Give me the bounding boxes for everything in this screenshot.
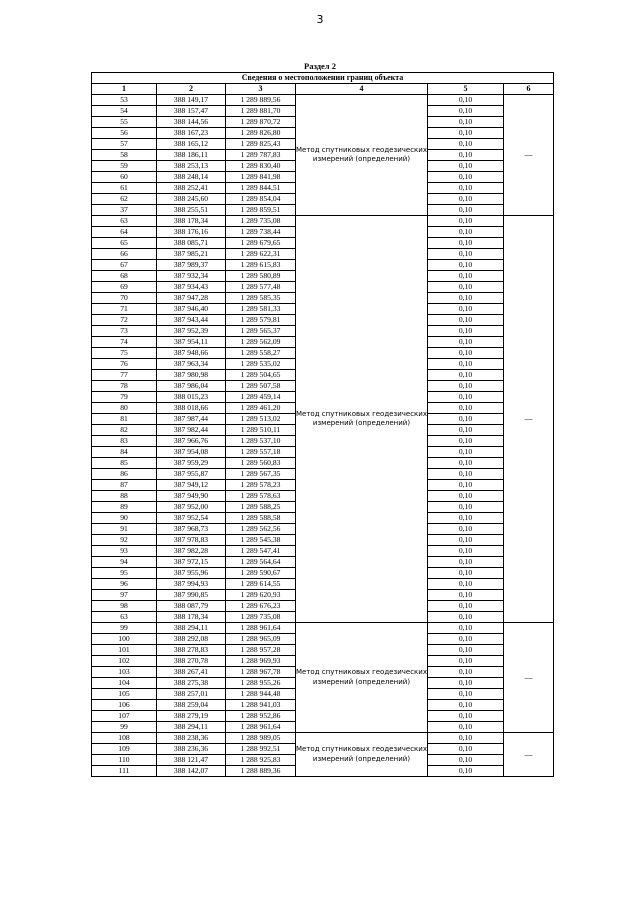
x-coordinate-cell: 388 186,11 <box>157 150 226 161</box>
x-coordinate-cell: 388 294,11 <box>157 722 226 733</box>
y-coordinate-cell: 1 289 564,64 <box>226 557 296 568</box>
y-coordinate-cell: 1 289 560,83 <box>226 458 296 469</box>
y-coordinate-cell: 1 289 622,31 <box>226 249 296 260</box>
accuracy-cell: 0,10 <box>428 359 504 370</box>
x-coordinate-cell: 387 985,21 <box>157 249 226 260</box>
accuracy-cell: 0,10 <box>428 392 504 403</box>
x-coordinate-cell: 388 087,79 <box>157 601 226 612</box>
point-number-cell: 91 <box>92 524 157 535</box>
accuracy-cell: 0,10 <box>428 106 504 117</box>
method-cell: Метод спутниковых геодезических измерений (определений) <box>296 216 428 623</box>
x-coordinate-cell: 387 963,34 <box>157 359 226 370</box>
accuracy-cell: 0,10 <box>428 293 504 304</box>
x-coordinate-cell: 387 986,04 <box>157 381 226 392</box>
y-coordinate-cell: 1 289 859,51 <box>226 205 296 216</box>
accuracy-cell: 0,10 <box>428 238 504 249</box>
point-number-cell: 62 <box>92 194 157 205</box>
point-number-cell: 64 <box>92 227 157 238</box>
x-coordinate-cell: 387 949,90 <box>157 491 226 502</box>
x-coordinate-cell: 388 018,66 <box>157 403 226 414</box>
x-coordinate-cell: 388 178,34 <box>157 612 226 623</box>
point-number-cell: 54 <box>92 106 157 117</box>
accuracy-cell: 0,10 <box>428 227 504 238</box>
y-coordinate-cell: 1 289 588,25 <box>226 502 296 513</box>
y-coordinate-cell: 1 289 565,37 <box>226 326 296 337</box>
accuracy-cell: 0,10 <box>428 491 504 502</box>
point-number-cell: 87 <box>92 480 157 491</box>
accuracy-cell: 0,10 <box>428 161 504 172</box>
accuracy-cell: 0,10 <box>428 480 504 491</box>
accuracy-cell: 0,10 <box>428 579 504 590</box>
y-coordinate-cell: 1 289 615,83 <box>226 260 296 271</box>
point-number-cell: 74 <box>92 337 157 348</box>
point-number-cell: 90 <box>92 513 157 524</box>
accuracy-cell: 0,10 <box>428 645 504 656</box>
y-coordinate-cell: 1 289 513,02 <box>226 414 296 425</box>
y-coordinate-cell: 1 288 961,64 <box>226 623 296 634</box>
accuracy-cell: 0,10 <box>428 381 504 392</box>
point-number-cell: 61 <box>92 183 157 194</box>
y-coordinate-cell: 1 289 537,10 <box>226 436 296 447</box>
accuracy-cell: 0,10 <box>428 128 504 139</box>
accuracy-cell: 0,10 <box>428 326 504 337</box>
accuracy-cell: 0,10 <box>428 172 504 183</box>
accuracy-cell: 0,10 <box>428 722 504 733</box>
accuracy-cell: 0,10 <box>428 689 504 700</box>
y-coordinate-cell: 1 289 588,58 <box>226 513 296 524</box>
x-coordinate-cell: 387 952,00 <box>157 502 226 513</box>
point-number-cell: 67 <box>92 260 157 271</box>
boundary-table <box>91 72 554 777</box>
point-number-cell: 99 <box>92 722 157 733</box>
x-coordinate-cell: 387 954,08 <box>157 447 226 458</box>
column-header: 2 <box>157 84 226 95</box>
accuracy-cell: 0,10 <box>428 117 504 128</box>
x-coordinate-cell: 388 157,47 <box>157 106 226 117</box>
y-coordinate-cell: 1 288 965,09 <box>226 634 296 645</box>
point-number-cell: 66 <box>92 249 157 260</box>
accuracy-cell: 0,10 <box>428 711 504 722</box>
y-coordinate-cell: 1 289 557,18 <box>226 447 296 458</box>
accuracy-cell: 0,10 <box>428 755 504 766</box>
x-coordinate-cell: 387 947,28 <box>157 293 226 304</box>
point-number-cell: 103 <box>92 667 157 678</box>
point-number-cell: 104 <box>92 678 157 689</box>
x-coordinate-cell: 387 980,98 <box>157 370 226 381</box>
x-coordinate-cell: 387 932,34 <box>157 271 226 282</box>
y-coordinate-cell: 1 289 510,11 <box>226 425 296 436</box>
point-number-cell: 110 <box>92 755 157 766</box>
column-header: 3 <box>226 84 296 95</box>
x-coordinate-cell: 388 144,56 <box>157 117 226 128</box>
y-coordinate-cell: 1 289 826,80 <box>226 128 296 139</box>
point-number-cell: 105 <box>92 689 157 700</box>
point-number-cell: 83 <box>92 436 157 447</box>
table-row <box>92 623 554 634</box>
accuracy-cell: 0,10 <box>428 183 504 194</box>
x-coordinate-cell: 387 934,43 <box>157 282 226 293</box>
point-number-cell: 56 <box>92 128 157 139</box>
accuracy-cell: 0,10 <box>428 656 504 667</box>
column-header: 5 <box>428 84 504 95</box>
method-cell: Метод спутниковых геодезических измерений (определений) <box>296 623 428 733</box>
x-coordinate-cell: 387 972,15 <box>157 557 226 568</box>
accuracy-cell: 0,10 <box>428 271 504 282</box>
y-coordinate-cell: 1 289 578,23 <box>226 480 296 491</box>
point-number-cell: 55 <box>92 117 157 128</box>
y-coordinate-cell: 1 288 925,83 <box>226 755 296 766</box>
point-number-cell: 73 <box>92 326 157 337</box>
x-coordinate-cell: 387 987,44 <box>157 414 226 425</box>
y-coordinate-cell: 1 288 989,05 <box>226 733 296 744</box>
point-number-cell: 88 <box>92 491 157 502</box>
y-coordinate-cell: 1 289 545,38 <box>226 535 296 546</box>
x-coordinate-cell: 388 257,01 <box>157 689 226 700</box>
accuracy-cell: 0,10 <box>428 216 504 227</box>
method-cell: Метод спутниковых геодезических измерений (определений) <box>296 95 428 216</box>
x-coordinate-cell: 388 294,11 <box>157 623 226 634</box>
table-row <box>92 95 554 106</box>
y-coordinate-cell: 1 288 889,36 <box>226 766 296 777</box>
accuracy-cell: 0,10 <box>428 304 504 315</box>
accuracy-cell: 0,10 <box>428 337 504 348</box>
x-coordinate-cell: 387 990,85 <box>157 590 226 601</box>
note-cell: — <box>504 623 554 733</box>
x-coordinate-cell: 388 015,23 <box>157 392 226 403</box>
point-number-cell: 108 <box>92 733 157 744</box>
accuracy-cell: 0,10 <box>428 766 504 777</box>
point-number-cell: 95 <box>92 568 157 579</box>
point-number-cell: 107 <box>92 711 157 722</box>
column-header: 4 <box>296 84 428 95</box>
point-number-cell: 100 <box>92 634 157 645</box>
y-coordinate-cell: 1 288 941,03 <box>226 700 296 711</box>
column-header: 6 <box>504 84 554 95</box>
x-coordinate-cell: 387 955,87 <box>157 469 226 480</box>
y-coordinate-cell: 1 289 459,14 <box>226 392 296 403</box>
y-coordinate-cell: 1 288 955,26 <box>226 678 296 689</box>
x-coordinate-cell: 388 142,07 <box>157 766 226 777</box>
point-number-cell: 97 <box>92 590 157 601</box>
y-coordinate-cell: 1 289 547,41 <box>226 546 296 557</box>
x-coordinate-cell: 387 989,37 <box>157 260 226 271</box>
x-coordinate-cell: 387 968,73 <box>157 524 226 535</box>
note-cell: — <box>504 95 554 216</box>
y-coordinate-cell: 1 289 590,67 <box>226 568 296 579</box>
y-coordinate-cell: 1 289 881,70 <box>226 106 296 117</box>
x-coordinate-cell: 388 253,13 <box>157 161 226 172</box>
note-cell: — <box>504 733 554 777</box>
x-coordinate-cell: 387 949,12 <box>157 480 226 491</box>
table-body <box>92 95 554 777</box>
x-coordinate-cell: 387 959,29 <box>157 458 226 469</box>
accuracy-cell: 0,10 <box>428 436 504 447</box>
accuracy-cell: 0,10 <box>428 667 504 678</box>
point-number-cell: 93 <box>92 546 157 557</box>
y-coordinate-cell: 1 288 961,64 <box>226 722 296 733</box>
point-number-cell: 77 <box>92 370 157 381</box>
y-coordinate-cell: 1 289 578,63 <box>226 491 296 502</box>
y-coordinate-cell: 1 288 967,78 <box>226 667 296 678</box>
point-number-cell: 94 <box>92 557 157 568</box>
accuracy-cell: 0,10 <box>428 524 504 535</box>
accuracy-cell: 0,10 <box>428 744 504 755</box>
y-coordinate-cell: 1 289 504,65 <box>226 370 296 381</box>
y-coordinate-cell: 1 288 952,86 <box>226 711 296 722</box>
point-number-cell: 37 <box>92 205 157 216</box>
accuracy-cell: 0,10 <box>428 348 504 359</box>
point-number-cell: 86 <box>92 469 157 480</box>
page-number: 3 <box>316 13 324 26</box>
y-coordinate-cell: 1 288 944,48 <box>226 689 296 700</box>
point-number-cell: 85 <box>92 458 157 469</box>
point-number-cell: 109 <box>92 744 157 755</box>
accuracy-cell: 0,10 <box>428 139 504 150</box>
accuracy-cell: 0,10 <box>428 447 504 458</box>
point-number-cell: 111 <box>92 766 157 777</box>
point-number-cell: 80 <box>92 403 157 414</box>
accuracy-cell: 0,10 <box>428 568 504 579</box>
point-number-cell: 60 <box>92 172 157 183</box>
y-coordinate-cell: 1 289 679,65 <box>226 238 296 249</box>
table-caption: Сведения о местоположении границ объекта <box>92 73 554 84</box>
point-number-cell: 99 <box>92 623 157 634</box>
point-number-cell: 70 <box>92 293 157 304</box>
y-coordinate-cell: 1 289 735,08 <box>226 216 296 227</box>
accuracy-cell: 0,10 <box>428 282 504 293</box>
accuracy-cell: 0,10 <box>428 546 504 557</box>
x-coordinate-cell: 387 952,39 <box>157 326 226 337</box>
point-number-cell: 69 <box>92 282 157 293</box>
accuracy-cell: 0,10 <box>428 623 504 634</box>
accuracy-cell: 0,10 <box>428 425 504 436</box>
accuracy-cell: 0,10 <box>428 150 504 161</box>
table-row <box>92 216 554 227</box>
accuracy-cell: 0,10 <box>428 502 504 513</box>
y-coordinate-cell: 1 289 562,56 <box>226 524 296 535</box>
y-coordinate-cell: 1 289 738,44 <box>226 227 296 238</box>
point-number-cell: 53 <box>92 95 157 106</box>
x-coordinate-cell: 388 178,34 <box>157 216 226 227</box>
method-cell: Метод спутниковых геодезических измерений (определений) <box>296 733 428 777</box>
x-coordinate-cell: 388 236,36 <box>157 744 226 755</box>
point-number-cell: 71 <box>92 304 157 315</box>
x-coordinate-cell: 388 245,60 <box>157 194 226 205</box>
point-number-cell: 106 <box>92 700 157 711</box>
point-number-cell: 92 <box>92 535 157 546</box>
x-coordinate-cell: 387 954,11 <box>157 337 226 348</box>
y-coordinate-cell: 1 289 585,35 <box>226 293 296 304</box>
y-coordinate-cell: 1 289 558,27 <box>226 348 296 359</box>
accuracy-cell: 0,10 <box>428 590 504 601</box>
accuracy-cell: 0,10 <box>428 612 504 623</box>
y-coordinate-cell: 1 289 830,40 <box>226 161 296 172</box>
accuracy-cell: 0,10 <box>428 403 504 414</box>
x-coordinate-cell: 388 270,78 <box>157 656 226 667</box>
y-coordinate-cell: 1 289 535,02 <box>226 359 296 370</box>
x-coordinate-cell: 387 943,44 <box>157 315 226 326</box>
x-coordinate-cell: 388 121,47 <box>157 755 226 766</box>
y-coordinate-cell: 1 289 577,48 <box>226 282 296 293</box>
accuracy-cell: 0,10 <box>428 249 504 260</box>
accuracy-cell: 0,10 <box>428 601 504 612</box>
point-number-cell: 78 <box>92 381 157 392</box>
accuracy-cell: 0,10 <box>428 700 504 711</box>
x-coordinate-cell: 388 167,23 <box>157 128 226 139</box>
x-coordinate-cell: 387 946,40 <box>157 304 226 315</box>
point-number-cell: 82 <box>92 425 157 436</box>
accuracy-cell: 0,10 <box>428 733 504 744</box>
y-coordinate-cell: 1 289 676,23 <box>226 601 296 612</box>
point-number-cell: 76 <box>92 359 157 370</box>
y-coordinate-cell: 1 289 854,04 <box>226 194 296 205</box>
accuracy-cell: 0,10 <box>428 535 504 546</box>
point-number-cell: 96 <box>92 579 157 590</box>
y-coordinate-cell: 1 289 580,89 <box>226 271 296 282</box>
x-coordinate-cell: 388 292,08 <box>157 634 226 645</box>
x-coordinate-cell: 388 238,36 <box>157 733 226 744</box>
x-coordinate-cell: 387 978,83 <box>157 535 226 546</box>
y-coordinate-cell: 1 289 889,56 <box>226 95 296 106</box>
y-coordinate-cell: 1 289 507,58 <box>226 381 296 392</box>
x-coordinate-cell: 388 279,19 <box>157 711 226 722</box>
accuracy-cell: 0,10 <box>428 95 504 106</box>
x-coordinate-cell: 387 994,93 <box>157 579 226 590</box>
x-coordinate-cell: 387 982,28 <box>157 546 226 557</box>
x-coordinate-cell: 388 278,83 <box>157 645 226 656</box>
accuracy-cell: 0,10 <box>428 414 504 425</box>
x-coordinate-cell: 388 259,04 <box>157 700 226 711</box>
y-coordinate-cell: 1 289 620,93 <box>226 590 296 601</box>
y-coordinate-cell: 1 289 581,33 <box>226 304 296 315</box>
x-coordinate-cell: 387 948,66 <box>157 348 226 359</box>
y-coordinate-cell: 1 289 841,98 <box>226 172 296 183</box>
accuracy-cell: 0,10 <box>428 557 504 568</box>
x-coordinate-cell: 388 267,41 <box>157 667 226 678</box>
note-cell: — <box>504 216 554 623</box>
point-number-cell: 59 <box>92 161 157 172</box>
y-coordinate-cell: 1 289 735,08 <box>226 612 296 623</box>
column-header: 1 <box>92 84 157 95</box>
y-coordinate-cell: 1 289 461,20 <box>226 403 296 414</box>
point-number-cell: 98 <box>92 601 157 612</box>
accuracy-cell: 0,10 <box>428 469 504 480</box>
accuracy-cell: 0,10 <box>428 634 504 645</box>
accuracy-cell: 0,10 <box>428 458 504 469</box>
x-coordinate-cell: 387 955,96 <box>157 568 226 579</box>
point-number-cell: 63 <box>92 612 157 623</box>
x-coordinate-cell: 388 149,17 <box>157 95 226 106</box>
accuracy-cell: 0,10 <box>428 370 504 381</box>
point-number-cell: 79 <box>92 392 157 403</box>
x-coordinate-cell: 388 165,12 <box>157 139 226 150</box>
y-coordinate-cell: 1 289 787,83 <box>226 150 296 161</box>
accuracy-cell: 0,10 <box>428 260 504 271</box>
x-coordinate-cell: 387 966,76 <box>157 436 226 447</box>
point-number-cell: 65 <box>92 238 157 249</box>
point-number-cell: 89 <box>92 502 157 513</box>
x-coordinate-cell: 387 952,54 <box>157 513 226 524</box>
point-number-cell: 81 <box>92 414 157 425</box>
section-title: Раздел 2 <box>304 61 336 71</box>
y-coordinate-cell: 1 289 579,81 <box>226 315 296 326</box>
accuracy-cell: 0,10 <box>428 315 504 326</box>
point-number-cell: 75 <box>92 348 157 359</box>
x-coordinate-cell: 388 252,41 <box>157 183 226 194</box>
point-number-cell: 68 <box>92 271 157 282</box>
point-number-cell: 102 <box>92 656 157 667</box>
point-number-cell: 58 <box>92 150 157 161</box>
y-coordinate-cell: 1 288 957,28 <box>226 645 296 656</box>
y-coordinate-cell: 1 289 614,55 <box>226 579 296 590</box>
y-coordinate-cell: 1 288 969,93 <box>226 656 296 667</box>
x-coordinate-cell: 388 176,16 <box>157 227 226 238</box>
point-number-cell: 84 <box>92 447 157 458</box>
y-coordinate-cell: 1 289 870,72 <box>226 117 296 128</box>
point-number-cell: 57 <box>92 139 157 150</box>
point-number-cell: 63 <box>92 216 157 227</box>
accuracy-cell: 0,10 <box>428 513 504 524</box>
y-coordinate-cell: 1 289 562,09 <box>226 337 296 348</box>
accuracy-cell: 0,10 <box>428 205 504 216</box>
y-coordinate-cell: 1 289 567,35 <box>226 469 296 480</box>
x-coordinate-cell: 387 982,44 <box>157 425 226 436</box>
point-number-cell: 72 <box>92 315 157 326</box>
accuracy-cell: 0,10 <box>428 194 504 205</box>
x-coordinate-cell: 388 085,71 <box>157 238 226 249</box>
y-coordinate-cell: 1 289 825,43 <box>226 139 296 150</box>
accuracy-cell: 0,10 <box>428 678 504 689</box>
table-row <box>92 733 554 744</box>
point-number-cell: 101 <box>92 645 157 656</box>
x-coordinate-cell: 388 275,38 <box>157 678 226 689</box>
y-coordinate-cell: 1 288 992,51 <box>226 744 296 755</box>
x-coordinate-cell: 388 248,14 <box>157 172 226 183</box>
y-coordinate-cell: 1 289 844,51 <box>226 183 296 194</box>
x-coordinate-cell: 388 255,51 <box>157 205 226 216</box>
